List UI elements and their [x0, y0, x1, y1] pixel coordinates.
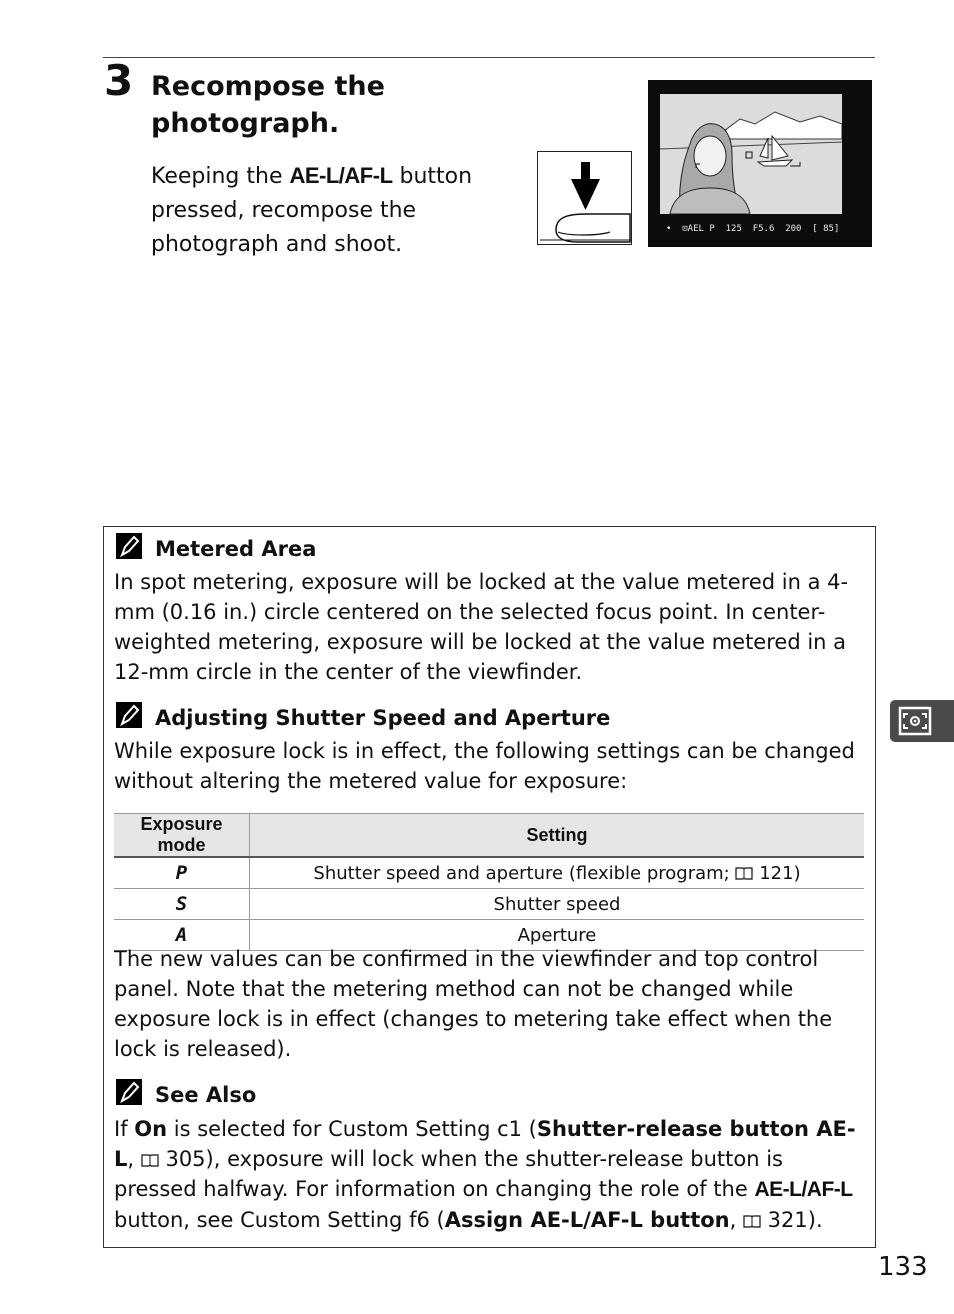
button-press-illustration	[537, 151, 632, 245]
table-row	[114, 857, 864, 889]
page-reference-icon	[743, 1214, 761, 1228]
page-reference-icon	[141, 1153, 159, 1167]
table-row	[114, 889, 864, 920]
metered-area-text: In spot metering, exposure will be locked at the value metered in a 4-mm (0.16 in.) circle centered on the selected focus point. In center-weighted metering, exposure will be locked at the value metered in a 12-mm circle in the center of the viewfinder.	[114, 570, 849, 684]
portrait-scene-image	[660, 94, 842, 214]
see-also-text: If On is selected for Custom Setting c1 (Shutter-release button AE-L, 305), exposure will lock when the shutter-release button is pressed halfway. For information on changing the role of the AE-L/AF-L button, see Custom Setting f6 (Assign AE-L/AF-L button, 321).	[114, 1117, 856, 1232]
step-body: Keeping the AE-L/AF-L button pressed, recompose the photograph and shoot.	[151, 163, 473, 257]
adjusting-heading: Adjusting Shutter Speed and Aperture	[155, 706, 611, 730]
ael-afl-button-name: AE-L/AF-L	[754, 1178, 853, 1201]
header-exposure-mode: Exposure mode	[114, 814, 250, 858]
page-reference[interactable]: 121	[759, 862, 794, 884]
mode-p-glyph: P	[175, 862, 188, 884]
page-number: 133	[878, 1252, 928, 1282]
note-pencil-icon	[116, 1079, 142, 1105]
metered-area-heading: Metered Area	[155, 537, 317, 561]
step-title: Recompose the photograph.	[151, 71, 385, 139]
viewfinder-scene	[660, 94, 842, 214]
mode-s-glyph: S	[175, 893, 188, 915]
setting-cell: Shutter speed and aperture (flexible program; 121)	[250, 857, 865, 889]
header-setting: Setting	[250, 814, 865, 858]
ael-afl-button-name: AE-L/AF-L	[289, 163, 393, 188]
exposure-mode-table	[114, 813, 864, 951]
top-rule	[103, 57, 875, 58]
mode-cell	[114, 857, 250, 889]
table-header-row	[114, 814, 864, 858]
note-pencil-icon	[116, 533, 142, 559]
adjusting-intro: While exposure lock is in effect, the following settings can be changed without altering the metered value for exposure:	[114, 739, 855, 793]
metering-icon	[890, 700, 954, 742]
setting-cell: Aperture	[250, 920, 865, 951]
note-pencil-icon	[116, 702, 142, 728]
page-reference-icon	[735, 866, 753, 880]
chapter-tab[interactable]	[890, 700, 954, 742]
viewfinder-illustration	[648, 80, 872, 247]
page-reference[interactable]: 321	[767, 1208, 808, 1232]
viewfinder-status-readout: • ⊡AEL P 125 F5.6 200 [ 85]	[666, 224, 840, 234]
adjusting-after-text: The new values can be confirmed in the viewfinder and top control panel. Note that the metering method can not be changed while exposure lock is in effect (changes to metering take effect when the lock is released).	[114, 947, 833, 1061]
mode-a-glyph: A	[175, 924, 188, 946]
page-reference[interactable]: 305	[165, 1147, 206, 1171]
see-also-heading: See Also	[155, 1083, 257, 1107]
setting-cell: Shutter speed	[250, 889, 865, 920]
step-number: 3	[104, 56, 134, 105]
mode-cell	[114, 889, 250, 920]
finger-press-icon	[538, 152, 633, 246]
